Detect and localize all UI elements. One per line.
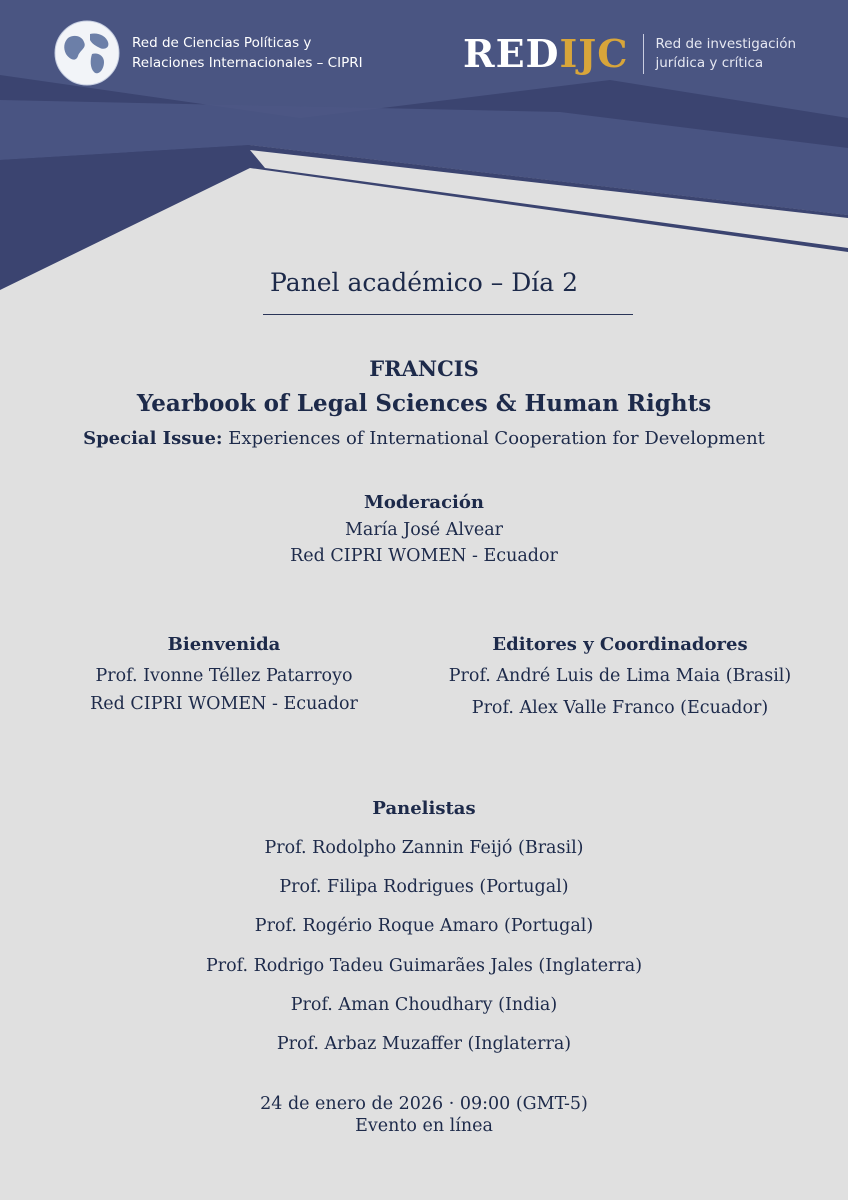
cipri-name-line1: Red de Ciencias Políticas y xyxy=(132,35,312,51)
panelistas-label: Panelistas xyxy=(372,798,476,819)
event-name: FRANCIS xyxy=(369,356,479,381)
moderacion-name: María José Alvear xyxy=(344,520,504,540)
special-issue-label: Special Issue: xyxy=(83,428,223,449)
event-mode: Evento en línea xyxy=(355,1116,493,1136)
rediijc-wordmark xyxy=(463,32,629,76)
bienvenida-label: Bienvenida xyxy=(167,634,281,655)
moderacion-label: Moderación xyxy=(363,492,484,513)
rediijc-logo xyxy=(463,32,796,76)
editores-label: Editores y Coordinadores xyxy=(492,634,748,655)
rediijc-wordmark-ijc: IJC xyxy=(559,31,629,76)
rediijc-separator xyxy=(643,34,644,74)
special-issue xyxy=(0,428,848,449)
cipri-name-line2: Relaciones Internacionales – CIPRI xyxy=(132,55,363,71)
moderacion-org: Red CIPRI WOMEN - Ecuador xyxy=(290,546,558,566)
yearbook-title: Yearbook of Legal Sciences & Human Rights xyxy=(136,390,712,417)
bienvenida-org: Red CIPRI WOMEN - Ecuador xyxy=(90,694,358,714)
bienvenida-name: Prof. Ivonne Téllez Patarroyo xyxy=(95,666,353,686)
panelist-item: Prof. Filipa Rodrigues (Portugal) xyxy=(279,877,569,897)
rediijc-name-line2: jurídica y crítica xyxy=(655,55,764,71)
panelist-item: Prof. Rogério Roque Amaro (Portugal) xyxy=(254,916,594,936)
rediijc-name-line1: Red de investigación xyxy=(655,36,797,52)
rediijc-wordmark-red: RED xyxy=(463,31,560,76)
panelist-item: Prof. Arbaz Muzaffer (Inglaterra) xyxy=(276,1034,572,1054)
event-date: 24 de enero de 2026 · 09:00 (GMT-5) xyxy=(260,1094,588,1114)
panelist-item: Prof. Rodrigo Tadeu Guimarães Jales (Inglaterra) xyxy=(205,956,643,976)
title-divider xyxy=(263,314,633,315)
globe-icon xyxy=(54,20,120,86)
cipri-logo xyxy=(54,20,363,86)
editor-item: Prof. André Luis de Lima Maia (Brasil) xyxy=(448,666,792,686)
panelist-item: Prof. Rodolpho Zannin Feijó (Brasil) xyxy=(264,838,584,858)
editor-item: Prof. Alex Valle Franco (Ecuador) xyxy=(471,698,769,718)
panel-title: Panel académico – Día 2 xyxy=(270,268,578,297)
panelist-item: Prof. Aman Choudhary (India) xyxy=(290,995,558,1015)
special-issue-text: Experiences of International Cooperation for Development xyxy=(222,428,765,449)
